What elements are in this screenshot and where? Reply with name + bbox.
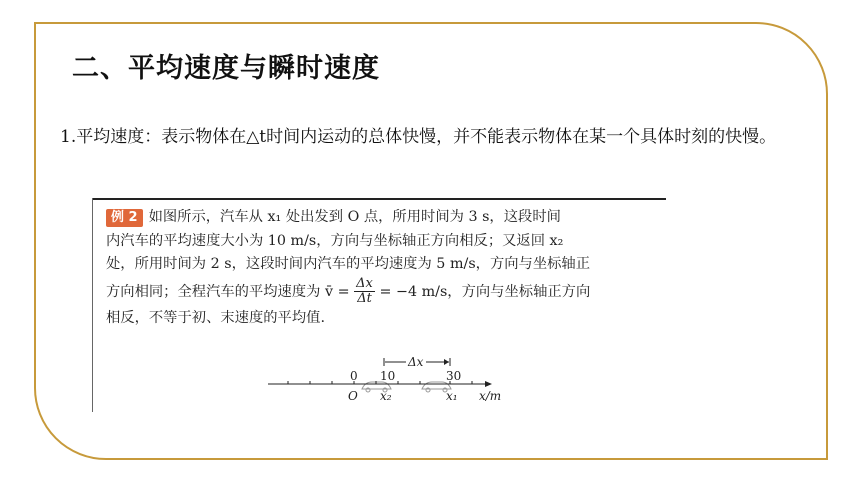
figure-top-border (92, 198, 666, 200)
fraction-numerator: Δx (356, 276, 373, 291)
definition-paragraph: 1.平均速度：表示物体在△t时间内运动的总体快慢，并不能表示物体在某一个具体时刻的快慢。 (60, 127, 777, 147)
origin-label: O (348, 389, 358, 403)
example-figure (92, 198, 666, 412)
example-line-5: 相反，不等于初、末速度的平均值. (106, 309, 325, 326)
x1-label: x₁ (446, 389, 458, 403)
example-line-1-text: 如图所示，汽车从 x₁ 处出发到 O 点，所用时间为 3 s，这段时间 (148, 209, 561, 225)
delta-arrow-head (444, 359, 449, 365)
tick-label-0: 0 (350, 369, 358, 383)
example-line-1 (106, 206, 662, 230)
example-badge: 例 2 (106, 209, 143, 227)
example-line-2: 内汽车的平均速度大小为 10 m/s，方向与坐标轴正方向相反；又返回 x₂ (106, 232, 564, 249)
number-line-diagram (92, 348, 666, 412)
example-line-4-pre: 方向相同；全程汽车的平均速度为 v̄ = (106, 283, 350, 300)
example-line-3: 处，所用时间为 2 s，这段时间内汽车的平均速度为 5 m/s，方向与坐标轴正 (106, 256, 591, 272)
delta-fraction (354, 277, 375, 306)
axis-unit-label: x/m (479, 389, 502, 403)
fraction-denominator: Δt (357, 291, 372, 306)
example-text (106, 206, 662, 330)
example-line-4 (106, 277, 662, 307)
axis-arrow (485, 381, 492, 387)
example-line-4-post: = −4 m/s，方向与坐标轴正方向 (379, 283, 591, 300)
tick-label-10: 10 (380, 369, 396, 383)
section-heading: 二、平均速度与瞬时速度 (72, 53, 380, 84)
delta-x-label: Δx (408, 355, 424, 369)
tick-label-30: 30 (446, 369, 462, 383)
x2-label: x₂ (380, 389, 392, 403)
